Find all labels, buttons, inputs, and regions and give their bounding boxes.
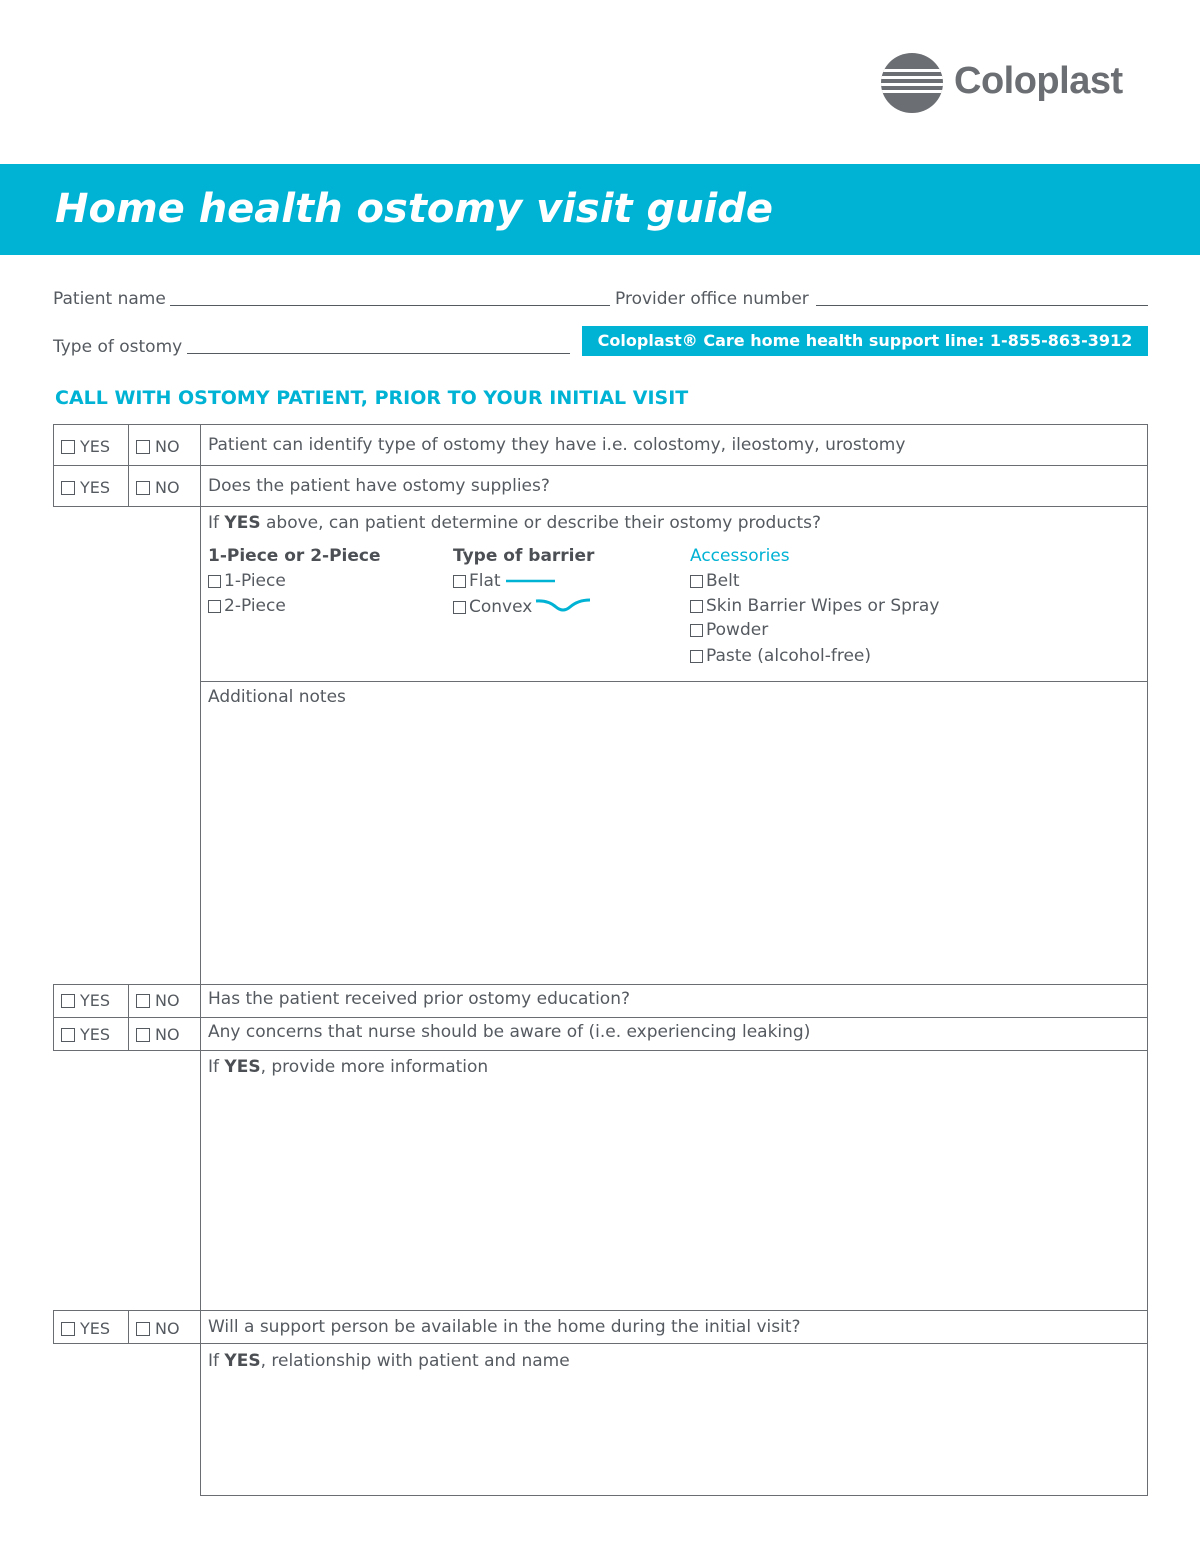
q1-text: Patient can identify type of ostomy they have i.e. colostomy, ileostomy, urostomy [208, 435, 906, 455]
checkbox-icon [690, 624, 703, 637]
checkbox-icon [453, 601, 466, 614]
q2-yes-checkbox[interactable]: YES [61, 478, 110, 497]
checkbox-icon [136, 481, 150, 495]
flat-barrier-icon [505, 576, 557, 586]
q2-no-checkbox[interactable]: NO [136, 478, 180, 497]
checkbox-icon [690, 650, 703, 663]
checkbox-icon [61, 1322, 75, 1336]
type-of-ostomy-label: Type of ostomy [53, 337, 183, 357]
paste-checkbox[interactable]: Paste (alcohol-free) [690, 646, 871, 666]
powder-checkbox[interactable]: Powder [690, 620, 768, 640]
q5-yes-checkbox[interactable]: YES [61, 1319, 110, 1338]
checkbox-icon [208, 575, 221, 588]
checkbox-icon [453, 575, 466, 588]
checkbox-icon [136, 440, 150, 454]
checkbox-icon [208, 600, 221, 613]
barrier-heading: Type of barrier [453, 546, 595, 566]
q3-no-checkbox[interactable]: NO [136, 991, 180, 1010]
additional-notes-label: Additional notes [208, 687, 346, 707]
patient-name-field[interactable] [170, 305, 610, 306]
one-piece-checkbox[interactable]: 1-Piece [208, 571, 286, 591]
piece-heading: 1-Piece or 2-Piece [208, 546, 381, 566]
q5-no-checkbox[interactable]: NO [136, 1319, 180, 1338]
checkbox-icon [136, 1028, 150, 1042]
skin-barrier-wipes-checkbox[interactable]: Skin Barrier Wipes or Spray [690, 596, 939, 616]
accessories-heading: Accessories [690, 546, 790, 566]
checkbox-icon [690, 575, 703, 588]
q5-text: Will a support person be available in the home during the initial visit? [208, 1317, 801, 1337]
provider-office-number-field[interactable] [816, 305, 1148, 306]
belt-checkbox[interactable]: Belt [690, 571, 740, 591]
q3-yes-checkbox[interactable]: YES [61, 991, 110, 1010]
relationship-label: If YES, relationship with patient and name [208, 1351, 570, 1371]
q2-text: Does the patient have ostomy supplies? [208, 476, 550, 496]
coloplast-mark-icon [880, 52, 944, 114]
q4-text: Any concerns that nurse should be aware of (i.e. experiencing leaking) [208, 1022, 811, 1042]
page-title: Home health ostomy visit guide [55, 186, 774, 232]
q4-no-checkbox[interactable]: NO [136, 1025, 180, 1044]
flat-barrier-checkbox[interactable]: Flat [453, 571, 557, 591]
checkbox-icon [136, 1322, 150, 1336]
title-band [0, 164, 1200, 255]
two-piece-checkbox[interactable]: 2-Piece [208, 596, 286, 616]
support-line-banner: Coloplast® Care home health support line: 1-855-863-3912 [582, 326, 1148, 356]
q4-yes-checkbox[interactable]: YES [61, 1025, 110, 1044]
checkbox-icon [61, 440, 75, 454]
logo-wordmark: Coloplast [954, 60, 1123, 102]
section-heading: CALL WITH OSTOMY PATIENT, PRIOR TO YOUR INITIAL VISIT [55, 387, 689, 409]
q1-no-checkbox[interactable]: NO [136, 437, 180, 456]
products-prompt: If YES above, can patient determine or describe their ostomy products? [208, 513, 821, 533]
patient-name-label: Patient name [53, 289, 166, 309]
checkbox-icon [61, 481, 75, 495]
additional-notes-field[interactable] [202, 712, 1146, 982]
q3-text: Has the patient received prior ostomy education? [208, 989, 631, 1009]
more-info-label: If YES, provide more information [208, 1057, 489, 1077]
more-info-field[interactable] [202, 1082, 1146, 1308]
checkbox-icon [690, 600, 703, 613]
coloplast-logo [880, 52, 1150, 114]
checkbox-icon [61, 1028, 75, 1042]
type-of-ostomy-field[interactable] [187, 353, 570, 354]
q1-yes-checkbox[interactable]: YES [61, 437, 110, 456]
checkbox-icon [61, 994, 75, 1008]
provider-office-number-label: Provider office number [615, 289, 809, 309]
convex-barrier-checkbox[interactable]: Convex [453, 596, 592, 618]
convex-barrier-icon [534, 596, 592, 618]
checkbox-icon [136, 994, 150, 1008]
relationship-field[interactable] [202, 1376, 1146, 1493]
